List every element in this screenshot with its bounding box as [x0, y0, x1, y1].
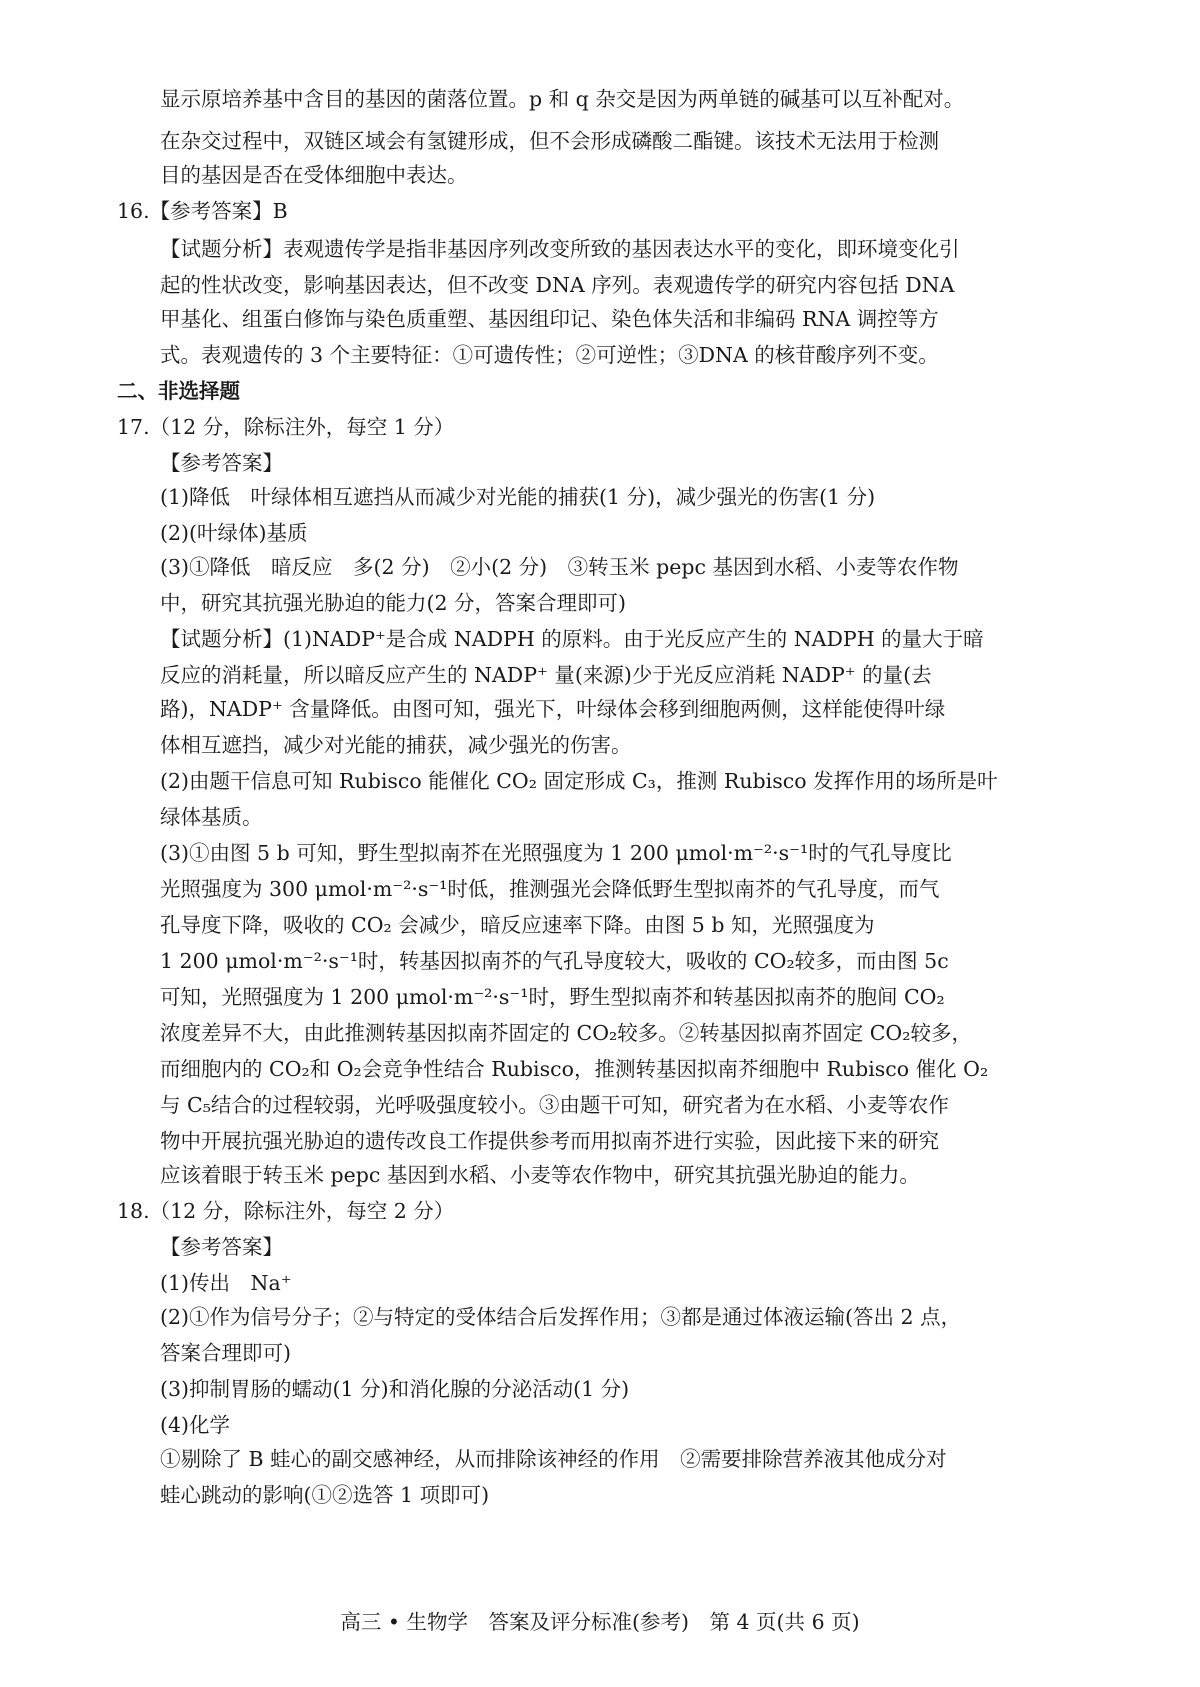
text-line: 路)，NADP⁺ 含量降低。由图可知，强光下，叶绿体会移到细胞两侧，这样能使得叶绿 [160, 697, 946, 721]
text-line: 18.（12 分，除标注外，每空 2 分） [117, 1199, 455, 1223]
text-line: 应该着眼于转玉米 pepc 基因到水稻、小麦等农作物中，研究其抗强光胁迫的能力。 [160, 1163, 920, 1187]
text-line: 目的基因是否在受体细胞中表达。 [160, 163, 468, 187]
text-line: (2)(叶绿体)基质 [160, 521, 308, 545]
text-line: 可知，光照强度为 1 200 μmol·m⁻²·s⁻¹时，野生型拟南芥和转基因拟南芥的胞间 CO₂ [160, 985, 945, 1009]
text-line: 【试题分析】表观遗传学是指非基因序列改变所致的基因表达水平的变化，即环境变化引 [160, 237, 960, 261]
text-line: (3)①降低 暗反应 多(2 分) ②小(2 分) ③转玉米 pepc 基因到水稻、小麦等农作物 [160, 555, 959, 579]
text-line: 17.（12 分，除标注外，每空 1 分） [117, 415, 455, 439]
text-line: 与 C₅结合的过程较弱，光呼吸强度较小。③由题干可知，研究者为在水稻、小麦等农作 [160, 1093, 949, 1117]
page-footer: 高三 • 生物学 答案及评分标准(参考) 第 4 页(共 6 页) [340, 1610, 860, 1634]
text-line: (1)降低 叶绿体相互遮挡从而减少对光能的捕获(1 分)，减少强光的伤害(1 分) [160, 485, 876, 509]
text-line: 而细胞内的 CO₂和 O₂会竞争性结合 Rubisco，推测转基因拟南芥细胞中 Rubisco 催化 O₂ [160, 1057, 989, 1081]
text-line: 光照强度为 300 μmol·m⁻²·s⁻¹时低，推测强光会降低野生型拟南芥的气孔导度，而气 [160, 877, 940, 901]
text-line: 孔导度下降，吸收的 CO₂ 会减少，暗反应速率下降。由图 5 b 知，光照强度为 [160, 913, 875, 937]
text-line: 【试题分析】(1)NADP⁺是合成 NADPH 的原料。由于光反应产生的 NADPH 的量大于暗 [160, 627, 984, 651]
text-line: 【参考答案】 [160, 1235, 283, 1259]
text-line: 显示原培养基中含目的基因的菌落位置。p 和 q 杂交是因为两单链的碱基可以互补配对。 [160, 87, 965, 111]
text-line: 【参考答案】 [160, 451, 283, 475]
text-line: 答案合理即可) [160, 1341, 291, 1365]
text-line: 起的性状改变，影响基因表达，但不改变 DNA 序列。表观遗传学的研究内容包括 DNA [160, 273, 955, 297]
text-line: 16.【参考答案】B [117, 199, 288, 223]
text-line: 在杂交过程中，双链区域会有氢键形成，但不会形成磷酸二酯键。该技术无法用于检测 [160, 129, 939, 153]
text-line: (2)由题干信息可知 Rubisco 能催化 CO₂ 固定形成 C₃，推测 Rubisco 发挥作用的场所是叶 [160, 769, 998, 793]
text-line: 式。表观遗传的 3 个主要特征：①可遗传性；②可逆性；③DNA 的核苷酸序列不变。 [160, 343, 939, 367]
text-line: 物中开展抗强光胁迫的遗传改良工作提供参考而用拟南芥进行实验，因此接下来的研究 [160, 1129, 939, 1153]
text-line: (2)①作为信号分子；②与特定的受体结合后发挥作用；③都是通过体液运输(答出 2 点， [160, 1305, 962, 1329]
text-line: 蛙心跳动的影响(①②选答 1 项即可) [160, 1483, 490, 1507]
text-line: 甲基化、组蛋白修饰与染色质重塑、基因组印记、染色体失活和非编码 RNA 调控等方 [160, 307, 939, 331]
text-line: (3)抑制胃肠的蠕动(1 分)和消化腺的分泌活动(1 分) [160, 1377, 630, 1401]
section-heading: 二、非选择题 [117, 379, 240, 403]
text-line: 反应的消耗量，所以暗反应产生的 NADP⁺ 量(来源)少于光反应消耗 NADP⁺ 的量(去 [160, 663, 932, 687]
text-line: 中，研究其抗强光胁迫的能力(2 分，答案合理即可) [160, 591, 627, 615]
text-line: (3)①由图 5 b 可知，野生型拟南芥在光照强度为 1 200 μmol·m⁻²·s⁻¹时的气孔导度比 [160, 841, 952, 865]
text-line: (1)传出 Na⁺ [160, 1271, 292, 1295]
text-line: 体相互遮挡，减少对光能的捕获，减少强光的伤害。 [160, 733, 632, 757]
text-line: 绿体基质。 [160, 805, 263, 829]
text-line: 浓度差异不大，由此推测转基因拟南芥固定的 CO₂较多。②转基因拟南芥固定 CO₂较多， [160, 1021, 972, 1045]
text-line: (4)化学 [160, 1413, 231, 1437]
text-line: ①剔除了 B 蛙心的副交感神经，从而排除该神经的作用 ②需要排除营养液其他成分对 [160, 1447, 947, 1471]
text-line: 1 200 μmol·m⁻²·s⁻¹时，转基因拟南芥的气孔导度较大，吸收的 CO₂较多，而由图 5c [160, 949, 949, 973]
